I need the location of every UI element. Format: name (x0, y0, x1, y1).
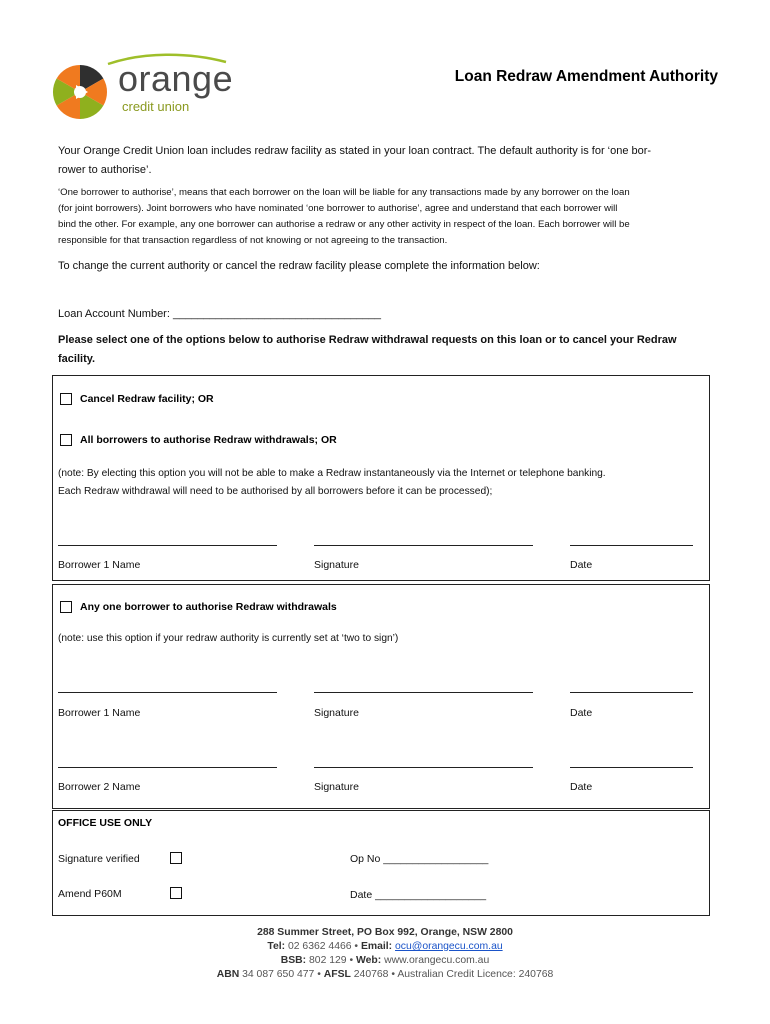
cancel-redraw-checkbox[interactable] (60, 393, 72, 405)
footer-afsl: 240768 (353, 969, 389, 980)
logo-wordmark: orange (118, 58, 234, 99)
intro-paragraph-2: ‘One borrower to authorise’, means that each borrower on the loan will be liable for any transactions made by any borrower on the loan (for joint borrowers). Joint borrowers who have nominated ‘one borrower to authorise’, agree and understand that each borrower will bind the other. For example, any one borrower can authorise a redraw or any other activity in respect of the loan. Each borrower will be responsible for that transaction regardless of not knowing or not agreeing to the transaction. (58, 187, 630, 246)
signature-verified-checkbox[interactable] (170, 852, 182, 864)
date-label: Date (570, 781, 593, 793)
office-date-field[interactable]: Date ___________________ (350, 889, 487, 901)
signature-line[interactable] (314, 767, 533, 768)
amend-p60m-checkbox[interactable] (170, 887, 182, 899)
borrower2-name-line[interactable] (58, 767, 277, 768)
signature-line[interactable] (314, 545, 533, 546)
footer-tel: 02 6362 4466 (287, 941, 352, 952)
any-one-borrower-checkbox[interactable] (60, 601, 72, 613)
date-line[interactable] (570, 767, 693, 768)
intro-paragraph-1: Your Orange Credit Union loan includes redraw facility as stated in your loan contract. The default authority is for ‘one bor- rower to authorise’. (58, 145, 652, 176)
borrower1-name-label: Borrower 1 Name (58, 707, 141, 719)
date-line[interactable] (570, 692, 693, 693)
signature-label: Signature (314, 781, 359, 793)
date-label: Date (570, 707, 593, 719)
amend-p60m-label: Amend P60M (58, 888, 122, 900)
date-line[interactable] (570, 545, 693, 546)
footer-licence: Australian Credit Licence: 240768 (397, 969, 554, 980)
all-borrowers-checkbox[interactable] (60, 434, 72, 446)
footer-email-link[interactable]: ocu@orangecu.com.au (395, 941, 503, 952)
option2-note: (note: use this option if your redraw authority is currently set at ‘two to sign’) (58, 633, 399, 644)
signature-verified-label: Signature verified (58, 853, 140, 865)
footer-address: 288 Summer Street, PO Box 992, Orange, NSW 2800 (257, 927, 513, 938)
borrower2-name-label: Borrower 2 Name (58, 781, 141, 793)
signature-label: Signature (314, 559, 359, 571)
signature-line[interactable] (314, 692, 533, 693)
option-box-2 (52, 584, 710, 809)
logo-subtitle: credit union (122, 99, 190, 114)
page-title: Loan Redraw Amendment Authority (454, 68, 718, 85)
borrower1-name-label: Borrower 1 Name (58, 559, 141, 571)
borrower1-name-line[interactable] (58, 692, 277, 693)
footer-abn: 34 087 650 477 (242, 969, 315, 980)
office-use-heading: OFFICE USE ONLY (58, 817, 153, 829)
loan-account-number-field[interactable]: Loan Account Number: __________________________________ (58, 308, 381, 320)
footer-bsb: 802 129 (309, 955, 347, 966)
option1-note: (note: By electing this option you will not be able to make a Redraw instantaneously via the Internet or telephone banking. Each Redraw withdrawal will need to be authorised by all borrowers before it can be processed); (58, 468, 606, 497)
borrower1-name-line[interactable] (58, 545, 277, 546)
date-label: Date (570, 559, 593, 571)
cancel-redraw-option[interactable]: Cancel Redraw facility; OR (60, 393, 214, 405)
all-borrowers-option[interactable]: All borrowers to authorise Redraw withdrawals; OR (60, 434, 337, 446)
footer-web[interactable]: www.orangecu.com.au (384, 955, 490, 966)
signature-label: Signature (314, 707, 359, 719)
instruction-text: Please select one of the options below to authorise Redraw withdrawal requests on this loan or to cancel your Redraw facility. (58, 334, 677, 365)
any-one-borrower-option[interactable]: Any one borrower to authorise Redraw withdrawals (60, 601, 337, 613)
intro-paragraph-3: To change the current authority or cancel the redraw facility please complete the information below: (58, 260, 540, 272)
op-no-field[interactable]: Op No __________________ (350, 853, 489, 865)
footer: 288 Summer Street, PO Box 992, Orange, NSW 2800 Tel: 02 6362 4466 • Email: ocu@orangecu.com.au BSB: 802 129 • Web: www.orangecu.com.au ABN 34 087 650 477 • AFSL 240768 • Australian Credit Licence: 240768 (216, 927, 554, 980)
